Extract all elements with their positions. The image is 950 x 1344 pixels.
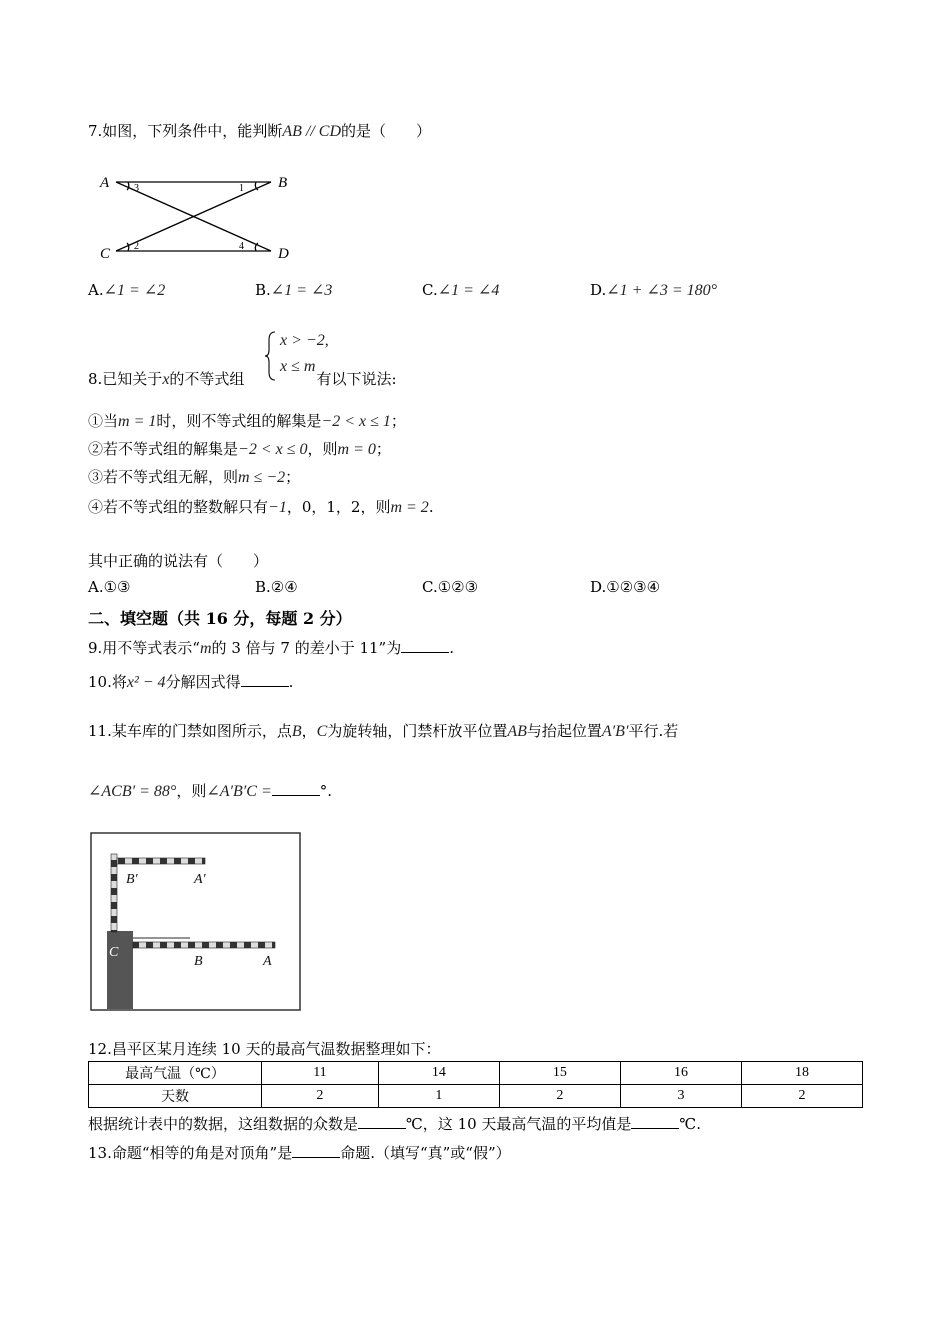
q8-option-d[interactable]: D.①②③④: [590, 578, 661, 596]
angle-1: 1: [239, 183, 244, 194]
q13-b: 命题.（填写“真”或“假”）: [340, 1144, 511, 1162]
option-letter: A.: [88, 281, 104, 299]
q10-m: x² − 4: [126, 674, 166, 691]
label-c: C: [100, 246, 111, 262]
q7-tail: 的是（ ）: [341, 122, 432, 140]
q11-e: ，则: [176, 782, 207, 800]
q8-statement-2: [88, 438, 391, 459]
s2-m2: m = 0: [337, 441, 376, 458]
q13-answer-blank[interactable]: [292, 1143, 340, 1158]
s1-c: ；: [390, 412, 406, 430]
q7-stem-text: 7.如图，下列条件中，能判断: [88, 122, 283, 140]
table-cell: 3: [620, 1085, 741, 1108]
s1-m1: m = 1: [118, 413, 157, 430]
option-math: ∠1 = ∠3: [270, 282, 333, 299]
q12-after: [88, 1113, 701, 1134]
flat-pole-icon: [133, 942, 275, 948]
fig-label-bp: B′: [126, 872, 138, 887]
s2-c: ；: [375, 440, 391, 458]
q8-option-b[interactable]: B.②④: [255, 578, 298, 596]
q12-after-c: ℃.: [679, 1115, 701, 1133]
q8-stem: [88, 368, 397, 389]
temperature-table: [88, 1061, 863, 1108]
q9-m: m: [199, 640, 212, 657]
q10-a: 10.将: [88, 673, 127, 691]
q11-b-pt: B: [291, 723, 302, 740]
s2-b: ，则: [307, 440, 338, 458]
q11-c: 与抬起位置: [526, 722, 602, 740]
option-letter: B.: [255, 281, 271, 299]
angle-2: 2: [134, 241, 139, 252]
fig-label-c: C: [109, 945, 119, 960]
s4-b: ，0，1，2，则: [286, 498, 391, 516]
angle-3: 3: [134, 183, 139, 194]
q11-c-pt: C: [316, 723, 328, 740]
q8-option-c[interactable]: C.①②③: [422, 578, 479, 596]
q11-a: 11.某车库的门禁如图所示，点: [88, 722, 292, 740]
q13-a: 13.命题“相等的角是对顶角”是: [88, 1144, 293, 1162]
q8-option-a[interactable]: A.①③: [88, 578, 131, 596]
s1-a: ①当: [88, 412, 119, 430]
q9-a: 9.用不等式表示“: [88, 639, 200, 657]
raised-pole-vertical: [111, 854, 117, 932]
s4-m1: −1: [268, 499, 287, 516]
q8-var: x: [162, 371, 170, 388]
s2-a: ②若不等式组的解集是: [88, 440, 239, 458]
q8-stem-c: 有以下说法:: [316, 370, 397, 388]
table-row: [89, 1062, 863, 1085]
q10-b: 分解因式得: [165, 673, 241, 691]
q8-stem-a: 8.已知关于: [88, 370, 163, 388]
q7-option-c[interactable]: [422, 280, 499, 300]
q9-answer-blank[interactable]: [401, 638, 449, 653]
q12-mode-blank[interactable]: [358, 1114, 406, 1129]
s2-m1: −2 < x ≤ 0: [238, 441, 308, 458]
q7-option-a[interactable]: [88, 280, 165, 300]
table-cell: 18: [741, 1062, 862, 1085]
table-cell: 15: [499, 1062, 620, 1085]
table-row: [89, 1085, 863, 1108]
option-math: ∠1 = ∠4: [437, 282, 500, 299]
option-letter: D.: [590, 281, 607, 299]
q12-stem: 12.昌平区某月连续 10 天的最高气温数据整理如下：: [88, 1040, 441, 1058]
q10-answer-blank[interactable]: [241, 672, 289, 687]
table-cell: 2: [262, 1085, 379, 1108]
option-math: ∠1 = ∠2: [103, 282, 166, 299]
table-header-temp: 最高气温（℃）: [89, 1062, 262, 1085]
q7-option-b[interactable]: [255, 280, 332, 300]
fig-label-b: B: [194, 954, 203, 969]
q12-after-b: ℃，这 10 天最高气温的平均值是: [406, 1115, 632, 1133]
q10: [88, 671, 293, 692]
q11-answer-blank[interactable]: [272, 781, 320, 796]
q10-c: .: [288, 673, 294, 691]
s3-a: ③若不等式组无解，则: [88, 468, 239, 486]
q11-apbp: A′B′: [601, 723, 629, 740]
label-b: B: [278, 175, 288, 191]
q11-b: 为旋转轴，门禁杆放平位置: [327, 722, 508, 740]
q11-m1: ∠ACB′ = 88°: [88, 783, 177, 800]
q12-mean-blank[interactable]: [631, 1114, 679, 1129]
q9: [88, 637, 454, 658]
fig-label-ap: A′: [194, 872, 206, 887]
q8-system-line2: x ≤ m: [280, 358, 316, 375]
q11-d: 平行.若: [628, 722, 679, 740]
s3-m1: m ≤ −2: [238, 469, 286, 486]
q11-ab: AB: [507, 723, 527, 740]
q7-math: AB // CD: [282, 123, 341, 140]
q11-m2: ∠A′B′C =: [206, 783, 272, 800]
q8-statement-3: [88, 466, 300, 487]
q7-figure: [96, 168, 306, 268]
q9-b: 的 3 倍与 7 的差小于 11”为: [211, 639, 402, 657]
table-cell: 1: [378, 1085, 499, 1108]
s4-m2: m = 2: [390, 499, 429, 516]
raised-pole-horizontal: [117, 858, 205, 864]
s1-b: 时，则不等式组的解集是: [156, 412, 322, 430]
table-cell: 14: [378, 1062, 499, 1085]
q9-c: .: [449, 639, 455, 657]
q8-question: 其中正确的说法有（ ）: [88, 552, 269, 570]
q7-option-d[interactable]: [590, 280, 717, 300]
q8-stem-b: 的不等式组: [169, 370, 245, 388]
table-cell: 16: [620, 1062, 741, 1085]
table-cell: 2: [499, 1085, 620, 1108]
q8-statement-1: [88, 410, 406, 431]
angle-4: 4: [239, 241, 244, 252]
post-icon: [107, 931, 133, 1009]
s4-a: ④若不等式组的整数解只有: [88, 498, 269, 516]
section-title: 二、填空题（共 16 分，每题 2 分）: [88, 609, 352, 628]
arc-2: [127, 243, 129, 251]
q12-after-a: 根据统计表中的数据，这组数据的众数是: [88, 1115, 359, 1133]
q11-sep: ，: [301, 722, 317, 740]
s1-m2: −2 < x ≤ 1: [321, 413, 391, 430]
q7-stem: [88, 120, 431, 141]
table-cell: 2: [741, 1085, 862, 1108]
option-math: ∠1 + ∠3 = 180°: [606, 282, 718, 299]
label-a: A: [100, 175, 110, 191]
q8-statement-4: [88, 496, 434, 517]
arc-3: [127, 182, 129, 190]
option-letter: C.: [422, 281, 438, 299]
table-header-days: 天数: [89, 1085, 262, 1108]
s3-c: ；: [285, 468, 301, 486]
q11-line2: [88, 780, 332, 801]
q11-line1: [88, 720, 678, 741]
fig-label-a: A: [263, 954, 272, 969]
q8-system-line1: x > −2,: [280, 332, 329, 349]
q13: [88, 1142, 511, 1163]
label-d: D: [278, 246, 289, 262]
table-cell: 11: [262, 1062, 379, 1085]
q11-f: °.: [319, 782, 333, 800]
s4-c: .: [428, 498, 434, 516]
q11-gate-figure: [90, 832, 302, 1012]
